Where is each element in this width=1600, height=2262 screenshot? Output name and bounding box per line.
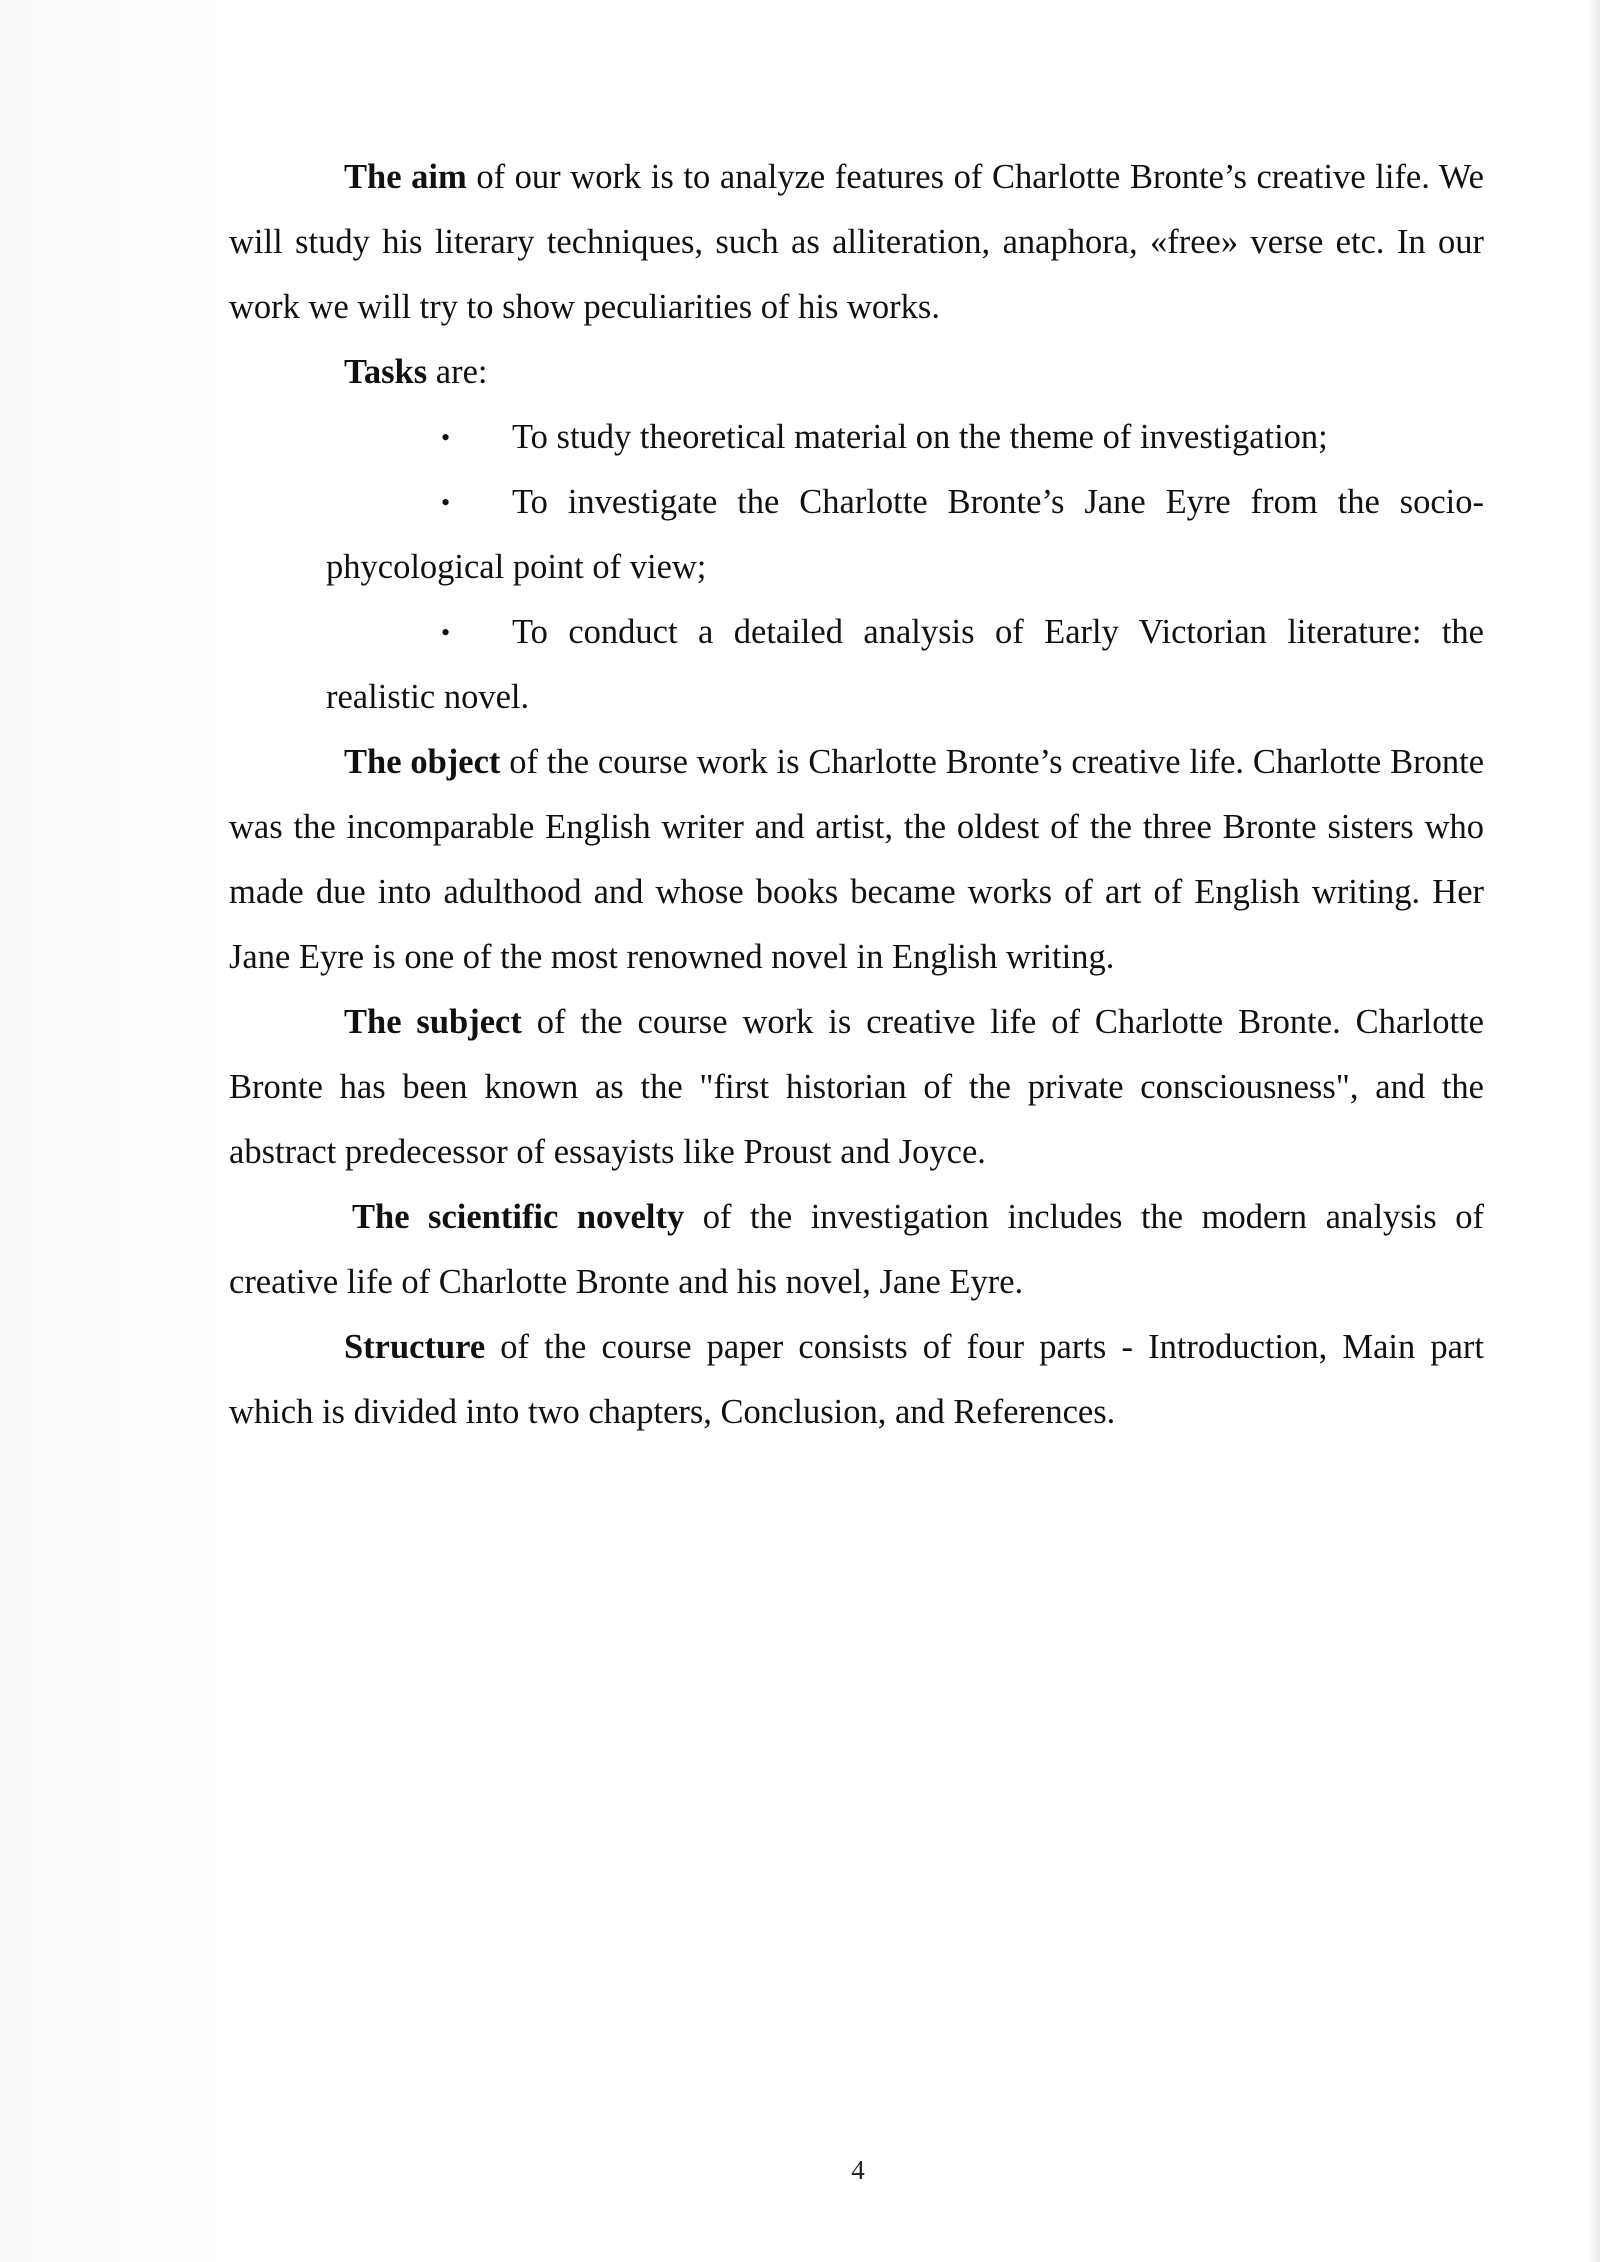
bullet-icon: • [441,488,451,517]
structure-heading: Structure [344,1328,486,1366]
novelty-text: of the investigation includes the modern analysis of creative life of Charlotte Bronte and his novel, Jane Eyre. [229,1198,1484,1301]
page-edge-shadow [1588,0,1600,2262]
structure-paragraph [229,1315,1484,1445]
novelty-heading: The scientific novelty [352,1198,685,1236]
object-heading: The object [344,743,501,781]
bullet-icon: • [441,618,451,647]
list-item [326,470,1484,600]
aim-text: of our work is to analyze features of Charlotte Bronte’s creative life. We will study his literary techniques, such as alliteration, anaphora, «free» verse etc. In our work we will try to show peculiarities of his works. [229,158,1484,326]
task-item-text: To investigate the Charlotte Bronte’s Jane Eyre from the socio-phycological point of view; [326,483,1484,586]
task-item-text: To conduct a detailed analysis of Early Victorian literature: the realistic novel. [326,613,1484,716]
aim-heading: The aim [344,158,467,196]
scan-shading [0,0,230,2262]
object-paragraph [229,730,1484,990]
tasks-heading: Tasks [344,353,428,391]
page-body [229,145,1484,1445]
object-text: of the course work is Charlotte Bronte’s creative life. Charlotte Bronte was the incomparable English writer and artist, the oldest of the three Bronte sisters who made due into adulthood and whose books became works of art of English writing. Her Jane Eyre is one of the most renowned novel in English writing. [229,743,1485,976]
tasks-text: are: [427,353,488,391]
novelty-paragraph [229,1185,1484,1315]
tasks-list [229,405,1484,730]
aim-paragraph [229,145,1484,340]
list-item [326,600,1484,730]
structure-text: of the course paper consists of four parts - Introduction, Main part which is divided into two chapters, Conclusion, and References. [229,1328,1484,1431]
subject-text: of the course work is creative life of Charlotte Bronte. Charlotte Bronte has been known as the "first historian of the private consciousness", and the abstract predecessor of essayists like Proust and Joyce. [229,1003,1484,1171]
list-item [326,405,1484,470]
bullet-icon: • [441,423,451,452]
subject-heading: The subject [344,1003,522,1041]
task-item-text: To study theoretical material on the theme of investigation; [512,418,1328,456]
subject-paragraph [229,990,1484,1185]
tasks-paragraph [229,340,1484,405]
page-number: 4 [851,2155,865,2185]
